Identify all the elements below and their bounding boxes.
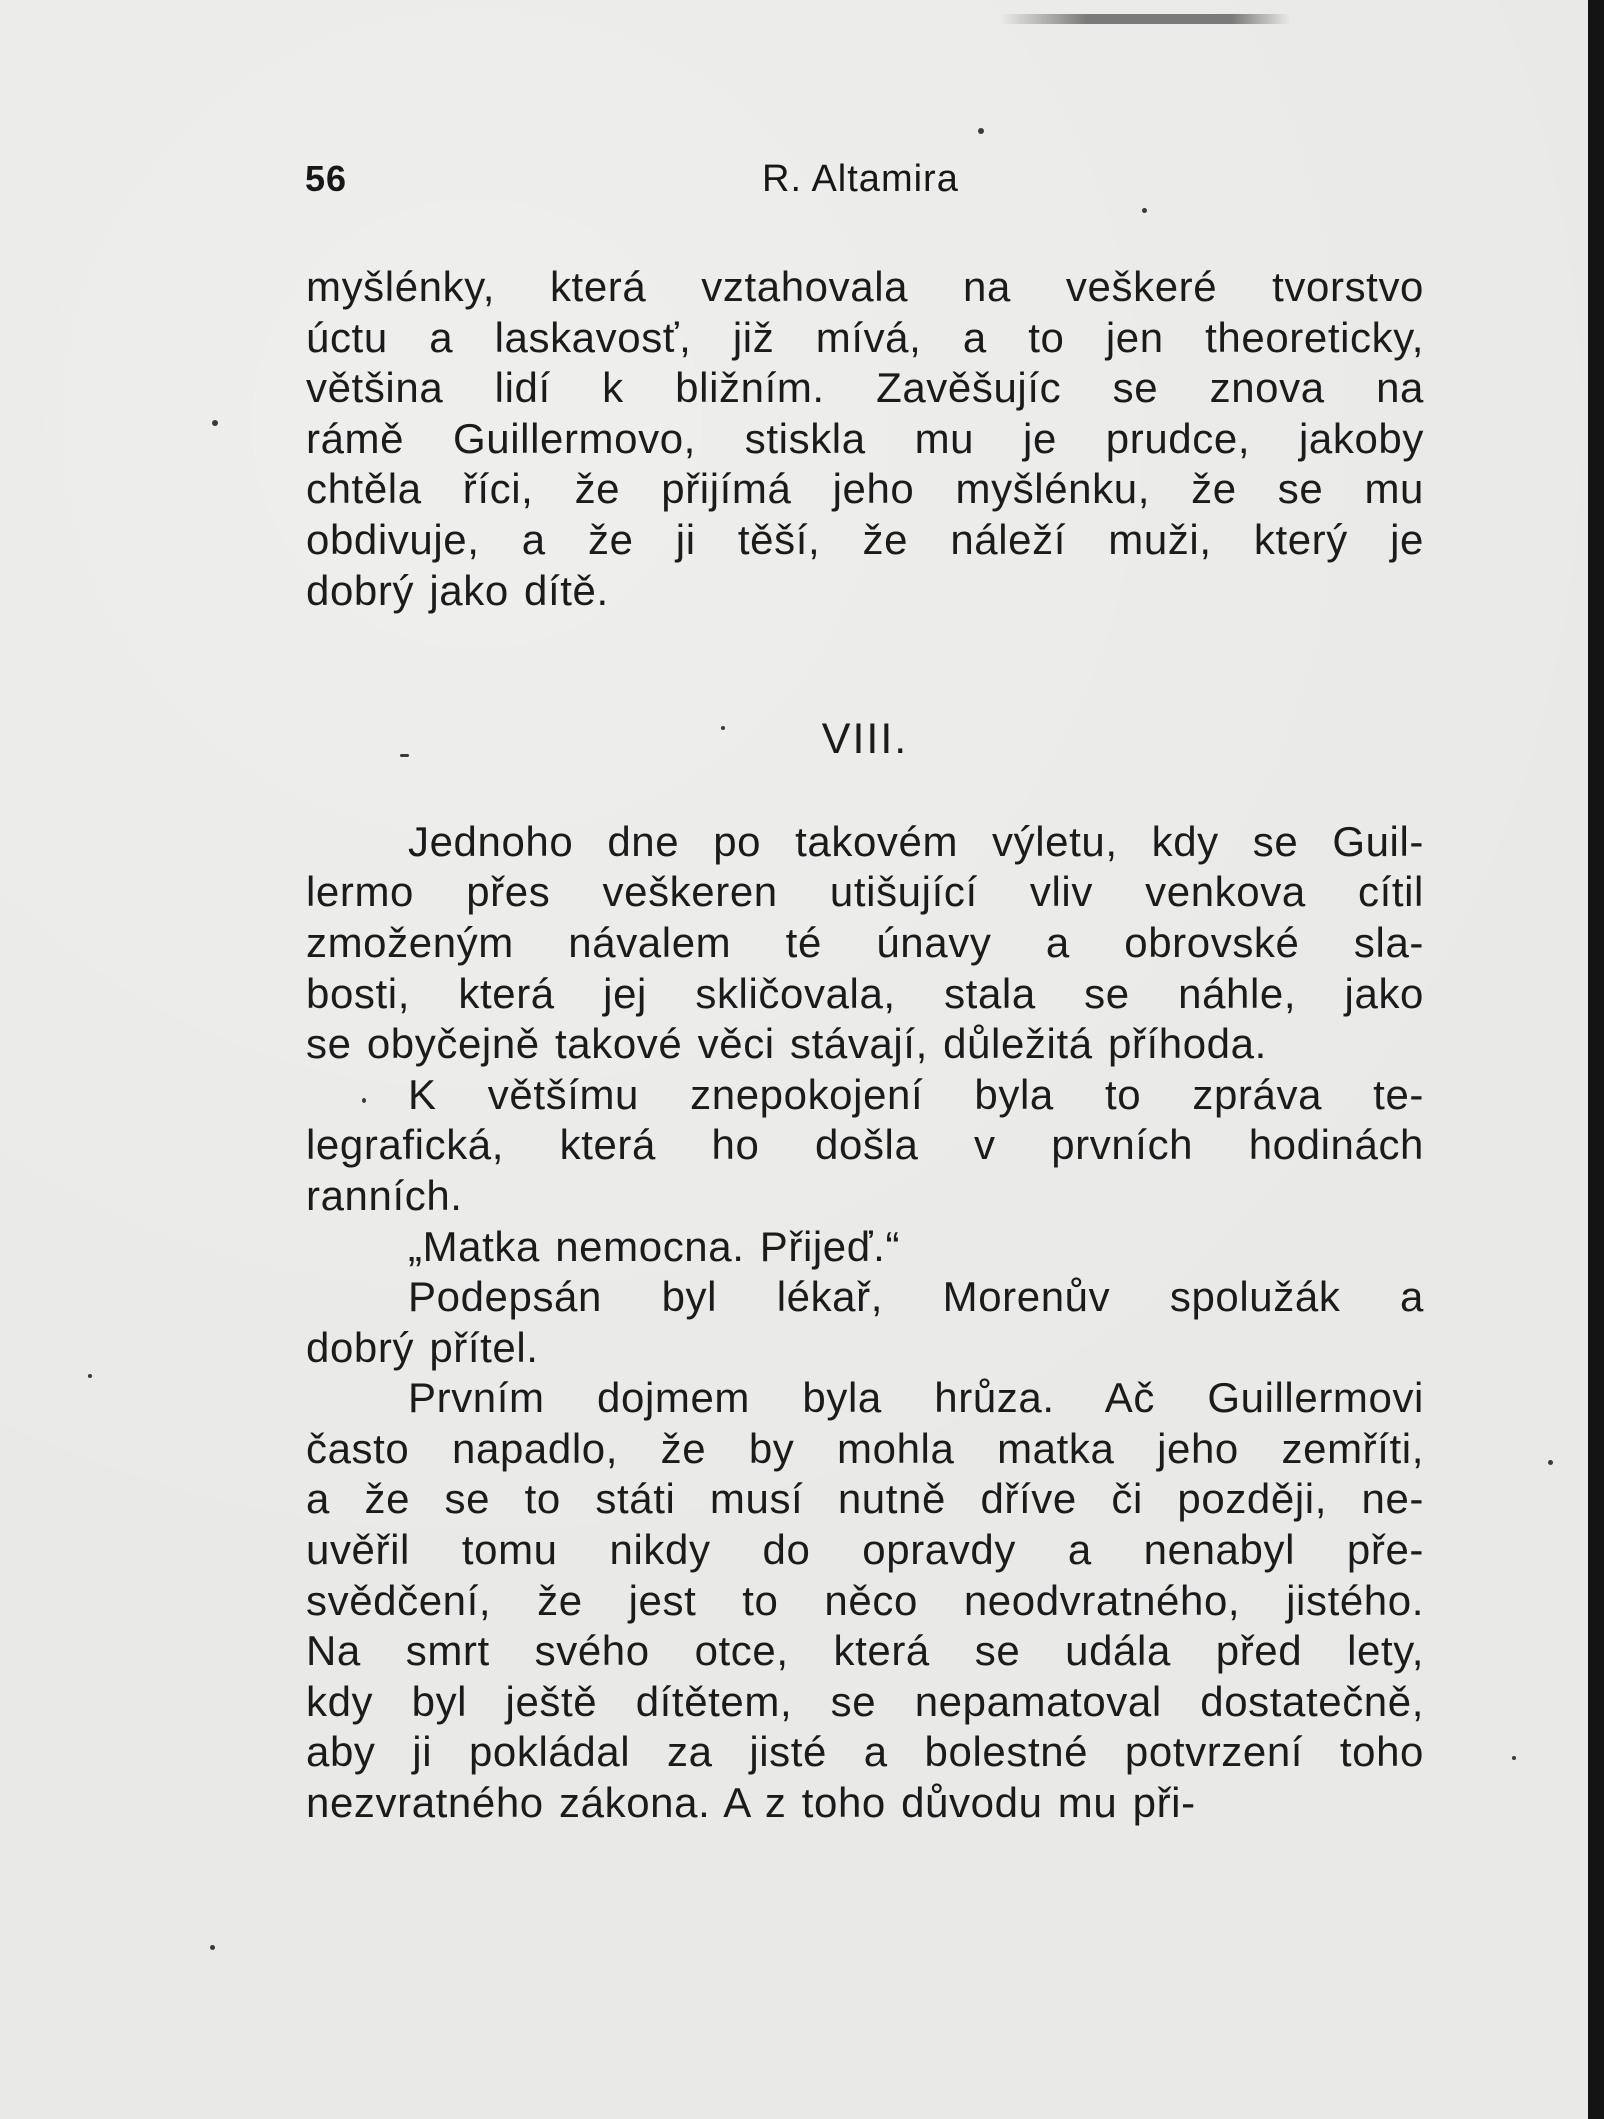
text-line: myšlénky, která vztahovala na veškeré tvorstvo <box>306 263 1424 310</box>
body-text <box>306 262 1424 1829</box>
dust-speck <box>210 1945 215 1950</box>
paragraph <box>306 1222 1424 1273</box>
text-line: často napadlo, že by mohla matka jeho zemříti, <box>306 1424 1424 1472</box>
paragraph <box>306 817 1424 1070</box>
text-line: „Matka nemocna. Přijeď.“ <box>408 1222 901 1270</box>
text-line: ranních. <box>306 1171 463 1219</box>
dust-speck <box>978 128 984 134</box>
text-line: rámě Guillermovo, stiskla mu je prudce, jakoby <box>306 414 1424 462</box>
text-line: lermo přes veškeren utišující vliv venkova cítil <box>306 868 1424 916</box>
paragraph <box>306 1272 1424 1373</box>
paragraph <box>306 262 1424 616</box>
text-line: K většímu znepokojení byla to zpráva te- <box>408 1070 1424 1118</box>
text-line: legrafická, která ho došla v prvních hodinách <box>306 1121 1424 1169</box>
text-line: dobrý jako dítě. <box>306 566 609 614</box>
text-line: Jednoho dne po takovém výletu, kdy se Guil- <box>408 817 1424 865</box>
text-line: nezvratného zákona. A z toho důvodu mu při- <box>306 1779 1196 1827</box>
text-line: bosti, která jej skličovala, stala se náhle, jako <box>306 969 1424 1017</box>
dust-speck <box>88 1374 92 1378</box>
chapter-heading: VIII. <box>821 715 909 764</box>
text-line: většina lidí k bližním. Zavěšujíc se znova na <box>306 364 1424 412</box>
page-header <box>0 158 1588 218</box>
text-line: Na smrt svého otce, která se udála před lety, <box>306 1627 1424 1675</box>
page-edge-shadow <box>1000 14 1290 24</box>
dust-speck <box>1548 1460 1553 1465</box>
text-line: uvěřil tomu nikdy do opravdy a nenabyl pře- <box>306 1526 1424 1574</box>
paragraph <box>306 1070 1424 1222</box>
text-line: se obyčejně takové věci stávají, důležitá příhoda. <box>306 1020 1267 1068</box>
text-line: úctu a laskavosť, již mívá, a to jen theoreticky, <box>306 313 1424 361</box>
text-line: svědčení, že jest to něco neodvratného, jistého. <box>306 1576 1424 1624</box>
dust-speck <box>1512 1756 1516 1760</box>
text-line: Prvním dojmem byla hrůza. Ač Guillermovi <box>408 1374 1424 1422</box>
text-line: aby ji pokládal za jisté a bolestné potvrzení toho <box>306 1728 1424 1776</box>
paragraph <box>306 1373 1424 1828</box>
text-line: a že se to státi musí nutně dříve či později, ne- <box>306 1475 1424 1523</box>
dust-speck <box>212 420 218 426</box>
text-line: kdy byl ještě dítětem, se nepamatoval dostatečně, <box>306 1677 1424 1725</box>
text-line: chtěla říci, že přijímá jeho myšlénku, že se mu <box>306 465 1424 513</box>
text-line: zmoženým návalem té únavy a obrovské sla- <box>306 918 1424 966</box>
text-line: dobrý přítel. <box>306 1323 539 1371</box>
running-head: R. Altamira <box>762 158 959 200</box>
text-line: obdivuje, a že ji těší, že náleží muži, který je <box>306 515 1424 563</box>
page-number: 56 <box>305 158 348 199</box>
text-line: Podepsán byl lékař, Morenův spolužák a <box>408 1273 1424 1321</box>
